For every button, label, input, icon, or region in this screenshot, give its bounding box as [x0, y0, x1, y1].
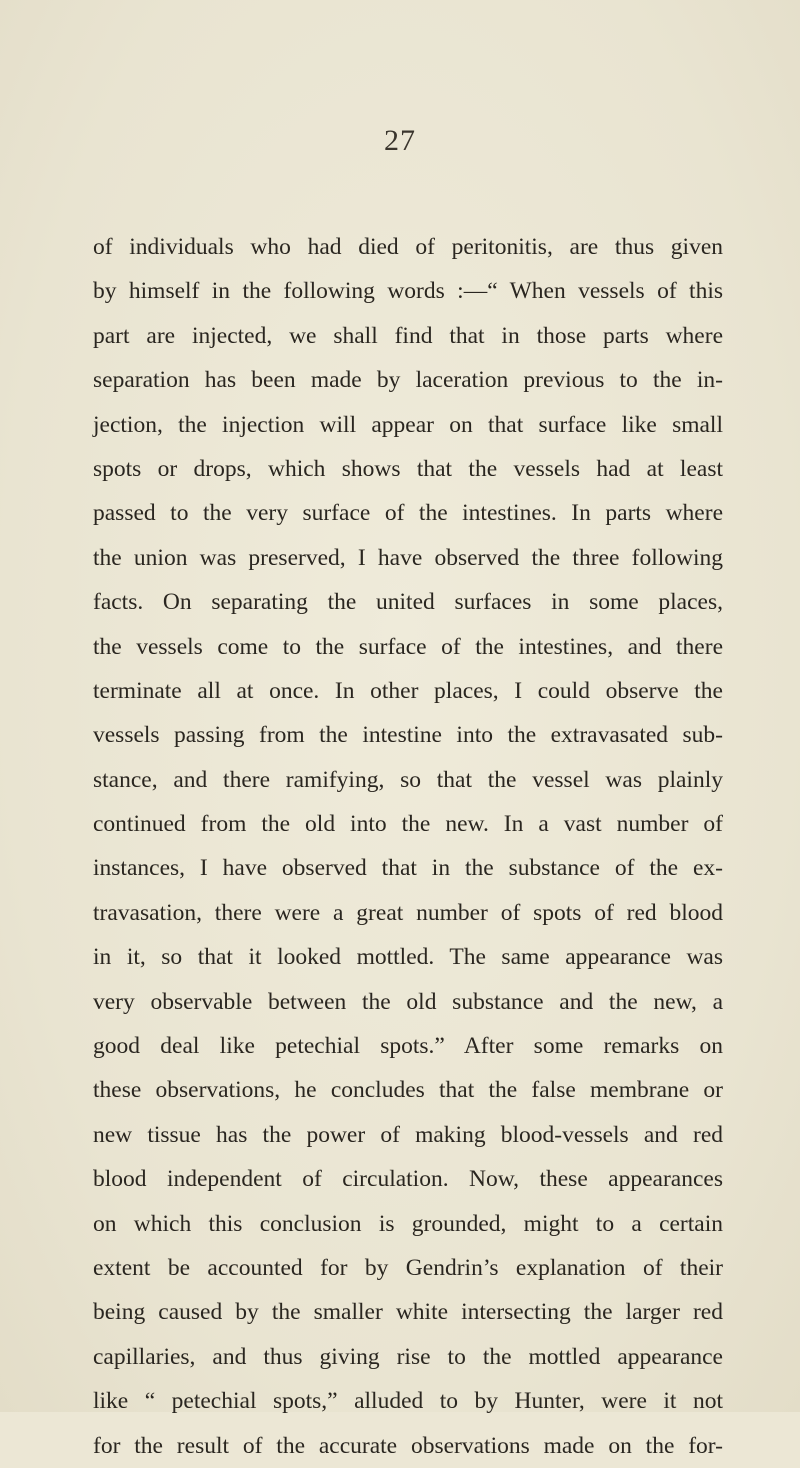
- text-line: facts. On separating the united surfaces in some places,: [93, 589, 723, 616]
- text-line: in it, so that it looked mottled. The same appearance was: [93, 944, 723, 971]
- page-number: 27: [384, 124, 416, 157]
- text-line: separation has been made by laceration previous to the in-: [93, 367, 723, 394]
- text-line: good deal like petechial spots.” After some remarks on: [93, 1033, 723, 1060]
- text-line: jection, the injection will appear on that surface like small: [93, 411, 723, 438]
- text-line: vessels passing from the intestine into the extravasated sub-: [93, 722, 723, 749]
- text-line: spots or drops, which shows that the vessels had at least: [93, 455, 723, 482]
- text-line: blood independent of circulation. Now, these appearances: [93, 1166, 723, 1193]
- text-line: very observable between the old substance and the new, a: [93, 988, 723, 1015]
- text-line: stance, and there ramifying, so that the vessel was plainly: [93, 766, 723, 793]
- text-line: by himself in the following words :—“ When vessels of this: [93, 278, 723, 305]
- text-line: extent be accounted for by Gendrin’s explanation of their: [93, 1254, 723, 1281]
- text-line: new tissue has the power of making blood-vessels and red: [93, 1121, 723, 1148]
- text-line: passed to the very surface of the intestines. In parts where: [93, 500, 723, 527]
- text-line: instances, I have observed that in the substance of the ex-: [93, 855, 723, 882]
- text-line: part are injected, we shall find that in those parts where: [93, 322, 723, 349]
- text-line: terminate all at once. In other places, I could observe the: [93, 677, 723, 704]
- text-line: these observations, he concludes that the false membrane or: [93, 1077, 723, 1104]
- text-line: like “ petechial spots,” alluded to by Hunter, were it not: [93, 1388, 723, 1415]
- text-line: being caused by the smaller white intersecting the larger red: [93, 1299, 723, 1326]
- text-line: of individuals who had died of peritonitis, are thus given: [93, 234, 723, 260]
- text-line: the union was preserved, I have observed the three following: [93, 544, 723, 571]
- text-line: for the result of the accurate observations made on the for-: [93, 1432, 723, 1459]
- body-text: [93, 225, 723, 1468]
- text-line: on which this conclusion is grounded, might to a certain: [93, 1210, 723, 1237]
- text-line: capillaries, and thus giving rise to the mottled appearance: [93, 1343, 723, 1370]
- text-line: travasation, there were a great number of spots of red blood: [93, 899, 723, 926]
- text-line: continued from the old into the new. In a vast number of: [93, 811, 723, 838]
- text-line: the vessels come to the surface of the intestines, and there: [93, 633, 723, 660]
